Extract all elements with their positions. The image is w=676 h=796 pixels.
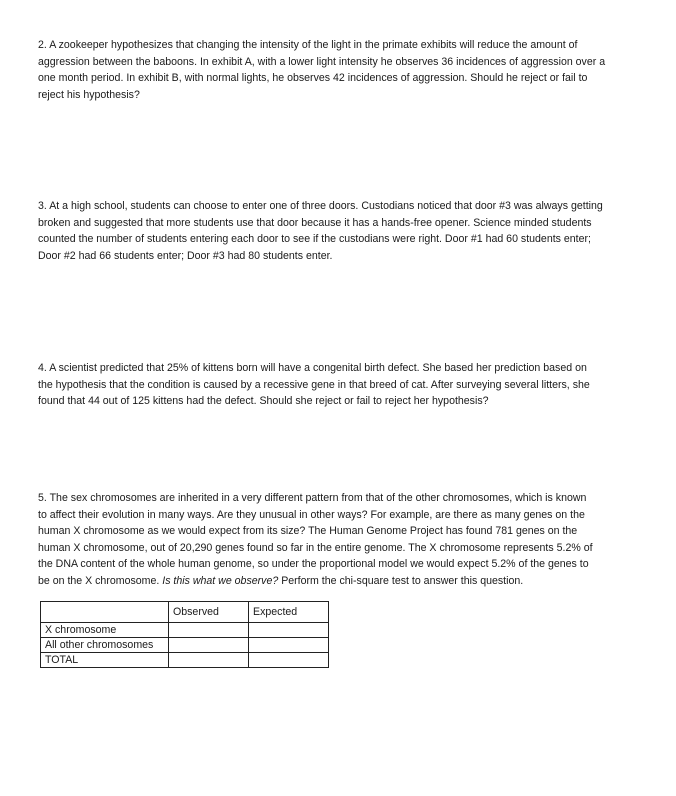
question-text-line: reject his hypothesis? bbox=[38, 88, 140, 101]
observed-cell[interactable] bbox=[169, 653, 249, 668]
question-text-line: human X chromosome as we would expect from its size? The Human Genome Project has found 781 genes on the bbox=[38, 525, 578, 538]
question-3 bbox=[38, 198, 644, 264]
table-row bbox=[41, 638, 329, 653]
question-text-line: 4. A scientist predicted that 25% of kittens born will have a congenital birth defect. She based her prediction based on bbox=[38, 362, 587, 374]
expected-cell[interactable] bbox=[249, 638, 329, 653]
observed-cell[interactable] bbox=[169, 623, 249, 638]
question-text-line: the hypothesis that the condition is caused by a recessive gene in that breed of cat. After surveying several litters, she bbox=[38, 378, 590, 391]
table-header-observed: Observed bbox=[169, 602, 249, 623]
question-text-line: aggression between the baboons. In exhibit A, with a lower light intensity he observes 36 incidences of aggression over a bbox=[38, 55, 606, 68]
row-label-x-chromosome: X chromosome bbox=[41, 623, 169, 638]
table-row bbox=[41, 653, 329, 668]
question-text-line: the DNA content of the whole human genome, so under the proportional model we would expect 5.2% of the genes to bbox=[38, 558, 589, 571]
table-header-cell-empty bbox=[41, 602, 169, 623]
row-label-other-chromosomes: All other chromosomes bbox=[41, 638, 169, 653]
question-text-line: to affect their evolution in many ways. Are they unusual in other ways? For example, are there as many genes on the bbox=[38, 508, 585, 521]
question-text-line: 3. At a high school, students can choose to enter one of three doors. Custodians noticed that door #3 was always getting bbox=[38, 200, 603, 212]
question-4 bbox=[38, 360, 644, 410]
question-2 bbox=[38, 37, 644, 103]
expected-cell[interactable] bbox=[249, 623, 329, 638]
question-text-line: 2. A zookeeper hypothesizes that changing the intensity of the light in the primate exhibits will reduce the amount of bbox=[38, 39, 578, 51]
question-text-line: found that 44 out of 125 kittens had the defect. Should she reject or fail to reject her hypothesis? bbox=[38, 395, 489, 408]
chi-square-table bbox=[40, 601, 329, 668]
table-header-row bbox=[41, 602, 329, 623]
final-line-italic: Is this what we observe? bbox=[162, 574, 279, 587]
observed-cell[interactable] bbox=[169, 638, 249, 653]
question-text-line: Door #2 had 66 students enter; Door #3 had 80 students enter. bbox=[38, 249, 333, 262]
table-row bbox=[41, 623, 329, 638]
question-text-line: counted the number of students entering each door to see if the custodians were right. Door #1 had 60 students enter; bbox=[38, 233, 591, 246]
final-line-prefix: be on the X chromosome. bbox=[38, 574, 163, 587]
table-header-expected: Expected bbox=[249, 602, 329, 623]
question-text-line: 5. The sex chromosomes are inherited in a very different pattern from that of the other chromosomes, which is known bbox=[38, 492, 587, 504]
final-line-suffix: Perform the chi-square test to answer this question. bbox=[278, 574, 524, 587]
question-text-line: human X chromosome, out of 20,290 genes found so far in the entire genome. The X chromosome represents 5.2% of bbox=[38, 541, 593, 554]
question-5 bbox=[38, 490, 644, 590]
question-text-line-final bbox=[38, 573, 644, 590]
row-label-total: TOTAL bbox=[41, 653, 169, 668]
question-text-line: broken and suggested that more students use that door because it has a hands-free opener. Science minded students bbox=[38, 216, 592, 229]
expected-cell[interactable] bbox=[249, 653, 329, 668]
question-text-line: one month period. In exhibit B, with normal lights, he observes 42 incidences of aggression. Should he reject or fail to bbox=[38, 72, 588, 85]
